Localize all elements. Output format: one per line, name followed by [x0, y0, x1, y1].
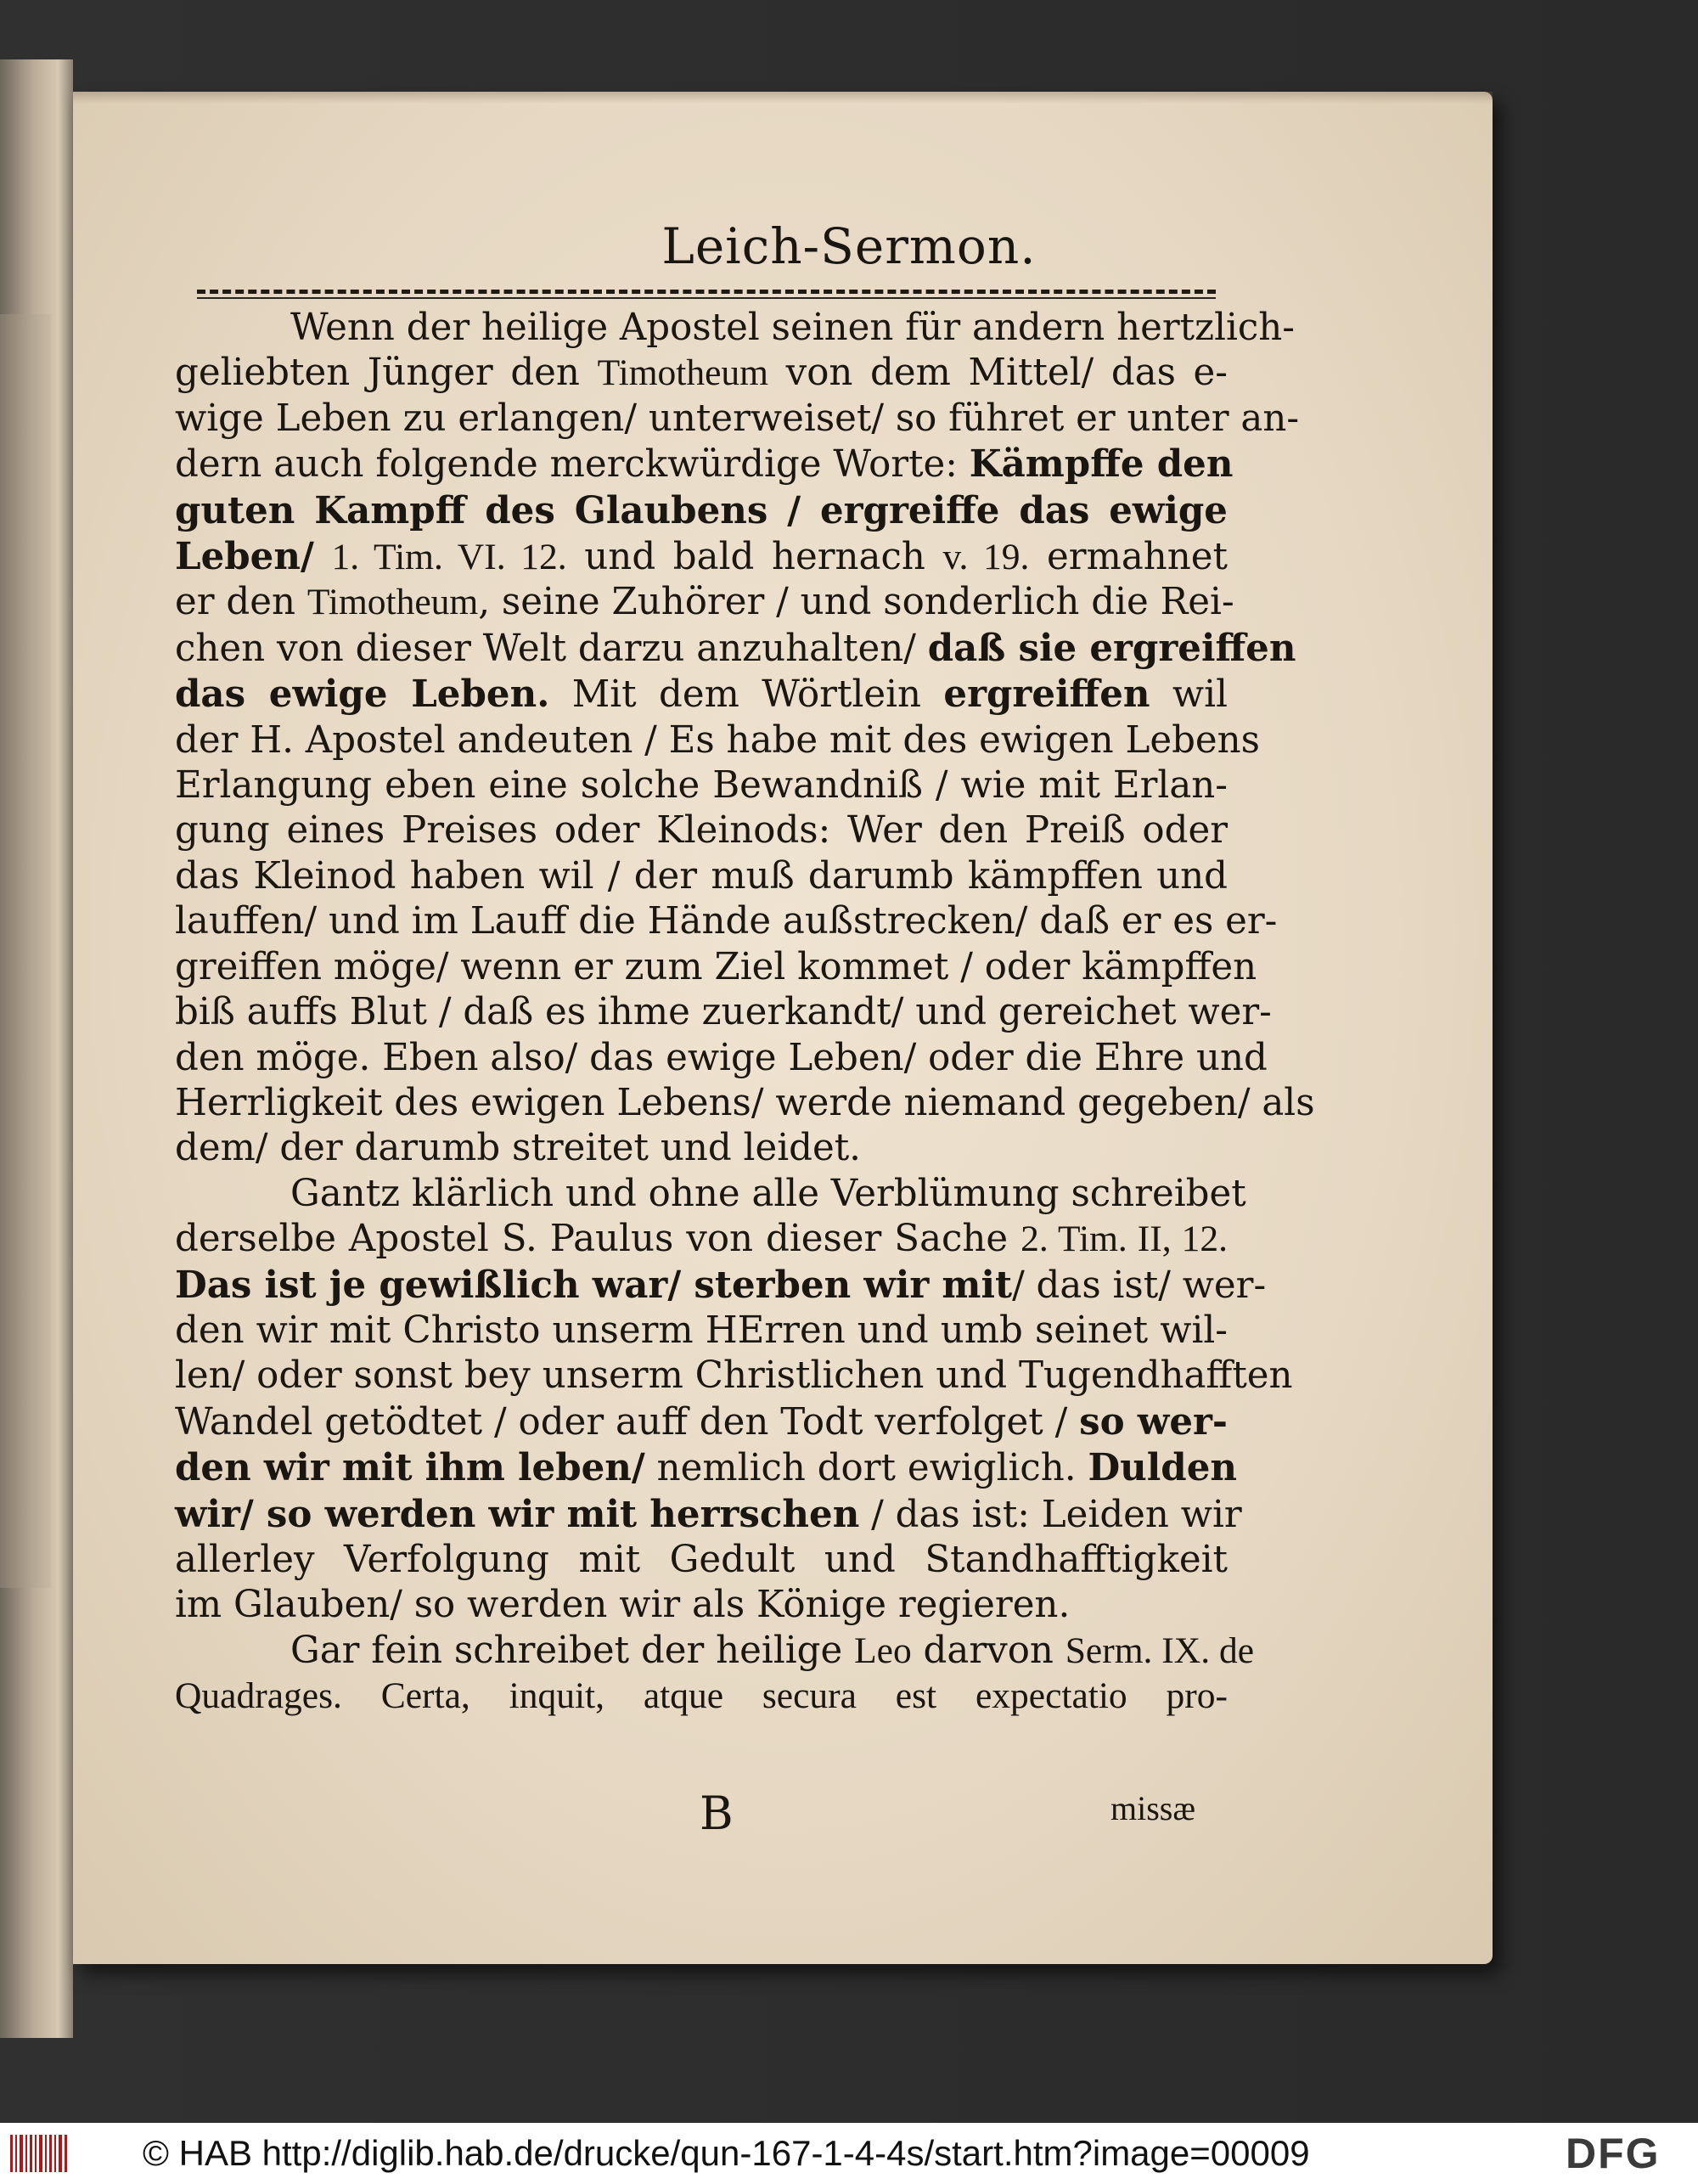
text-line: dern auch folgende merckwürdige Worte: Kämpffe den [175, 442, 1234, 487]
text-line: chen von dieser Welt darzu anzuhalten/ daß sie ergreiffen [175, 626, 1296, 670]
emphasis-text: guten Kampff des Glaubens / ergreiffe das ewige [175, 488, 1228, 532]
text-line [175, 1674, 1228, 1719]
text-line: lauffen/ und im Lauff die Hände außstrecken/ daß er es er- [175, 900, 1278, 943]
text-line: wir/ so werden wir mit herrschen / das ist: Leiden wir [175, 1492, 1242, 1536]
text-line: dem/ der darumb streitet und leidet. [175, 1127, 861, 1170]
text-line: geliebten Jünger den Timotheum von dem Mittel/ das e- [175, 352, 1228, 395]
text-line: der H. Apostel andeuten / Es habe mit des ewigen Lebens [175, 718, 1261, 762]
paragraph [175, 1629, 1255, 1720]
text-line: biß auffs Blut / daß es ihme zuerkandt/ und gereichet wer- [175, 991, 1272, 1034]
paragraph [175, 1172, 1293, 1629]
antiqua-text: v. 19. [942, 537, 1030, 578]
text-line: gung eines Preises oder Kleinods: Wer den Preiß oder [175, 809, 1228, 853]
left-page-edge [0, 59, 73, 2038]
antiqua-text: 2. Tim. II, 12. [1020, 1219, 1228, 1260]
text-line: wige Leben zu erlangen/ unterweiset/ so führet er unter an- [175, 397, 1300, 440]
text-line: Wandel getödtet / oder auff den Todt verfolget / so wer- [175, 1399, 1228, 1444]
header-rule [197, 290, 1216, 294]
antiqua-text: 1. Tim. VI. 12. [331, 537, 567, 578]
header-rule-underline [197, 297, 1216, 299]
text-line: greiffen möge/ wenn er zum Ziel kommet / oder kämpffen [175, 945, 1257, 988]
emphasis-text: Kämpffe den [969, 442, 1234, 487]
text-line: len/ oder sonst bey unserm Christlichen und Tugendhafften [175, 1354, 1293, 1398]
text-line [175, 488, 1228, 534]
barcode-icon [8, 2131, 71, 2176]
antiqua-text: Serm. IX. de [1065, 1630, 1255, 1671]
emphasis-text: so wer- [1079, 1399, 1228, 1444]
text-line: das Kleinod haben wil / der muß darumb kämpffen und [175, 854, 1228, 898]
antiqua-text: Quadrages. Certa, inquit, atque secura est expectatio pro- [175, 1675, 1228, 1717]
text-line: Herrligkeit des ewigen Lebens/ werde niemand gegeben/ als [175, 1081, 1315, 1124]
body-text [175, 306, 1315, 1720]
emphasis-text: Leben/ [175, 535, 314, 579]
emphasis-text: ergreiffen [943, 673, 1150, 717]
text-line: allerley Verfolgung mit Gedult und Standhafftigkeit [175, 1538, 1228, 1581]
signature-mark: B [700, 1787, 734, 1840]
text-line: den wir mit Christo unserm HErren und umb seinet wil- [175, 1309, 1228, 1352]
emphasis-text: Dulden [1088, 1446, 1238, 1490]
text-line: Gantz klärlich und ohne alle Verblümung schreibet [290, 1172, 1246, 1215]
text-line: Erlangung eben eine solche Bewandniß / wie mit Erlan- [175, 764, 1228, 808]
text-line: den wir mit ihm leben/ nemlich dort ewiglich. Dulden [175, 1446, 1238, 1490]
text-line: Wenn der heilige Apostel seinen für andern hertzlich- [290, 307, 1295, 349]
footer-bar [0, 2123, 1698, 2184]
text-line: Gar fein schreibet der heilige Leo darvon Serm. IX. de [290, 1629, 1255, 1672]
text-line: im Glauben/ so werden wir als Könige regieren. [175, 1584, 1071, 1627]
copyright-url[interactable]: © HAB http://diglib.hab.de/drucke/qun-167-1-4-4s/start.htm?image=00009 [143, 2133, 1310, 2173]
text-line: derselbe Apostel S. Paulus von dieser Sache 2. Tim. II, 12. [175, 1218, 1228, 1261]
emphasis-text: das ewige Leben. [175, 673, 550, 717]
paragraph [175, 306, 1315, 1172]
dfg-logo: DFG [1566, 2130, 1661, 2177]
antiqua-text: Timotheum [306, 582, 479, 623]
running-head: Leich-Sermon. [661, 217, 1037, 275]
text-line: den möge. Eben also/ das ewige Leben/ oder die Ehre und [175, 1036, 1268, 1079]
text-line: er den Timotheum, seine Zuhörer / und sonderlich die Rei- [175, 581, 1234, 624]
text-line: Das ist je gewißlich war/ sterben wir mit/ das ist/ wer- [175, 1263, 1267, 1307]
text-line: das ewige Leben. Mit dem Wörtlein ergreiffen wil [175, 673, 1228, 717]
catchword: missæ [1110, 1789, 1196, 1827]
emphasis-text: wir/ so werden wir mit herrschen [175, 1492, 860, 1536]
text-line: Leben/ 1. Tim. VI. 12. und bald hernach v. 19. ermahnet [175, 535, 1229, 579]
antiqua-text: Leo [854, 1630, 912, 1671]
emphasis-text: den wir mit ihm leben/ [175, 1446, 645, 1490]
antiqua-text: Timotheum [597, 352, 769, 394]
emphasis-text: daß sie ergreiffen [927, 626, 1296, 670]
emphasis-text: Das ist je gewißlich war/ sterben wir mit [175, 1263, 1013, 1307]
